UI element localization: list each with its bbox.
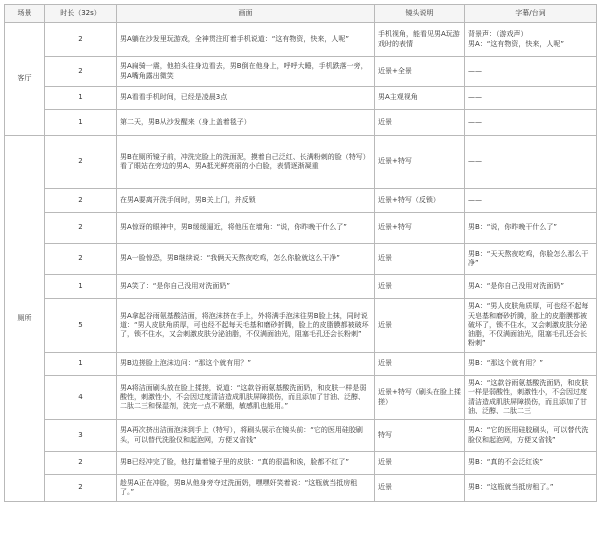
shot-cell: 近景+全景 bbox=[375, 57, 465, 87]
subtitle-cell: —— bbox=[465, 136, 597, 189]
duration-cell: 1 bbox=[45, 275, 117, 299]
shot-cell: 近景 bbox=[375, 353, 465, 376]
table-row bbox=[5, 23, 597, 57]
subtitle-cell: 男B：“这瓶就当抵房租了。” bbox=[465, 475, 597, 502]
duration-cell: 2 bbox=[45, 189, 117, 213]
table-row bbox=[5, 452, 597, 475]
screen-cell: 男B已经冲完了脸，他打量着镜子里的皮肤：“真的很温和诶，脸都不红了” bbox=[117, 452, 375, 475]
shot-cell: 特写 bbox=[375, 420, 465, 452]
table-row bbox=[5, 420, 597, 452]
table-row bbox=[5, 275, 597, 299]
screen-cell: 男B在厕所镜子前，冲洗完脸上的洗面泥，摸着自己泛红、长满粉刺的脸（特写） 看了眼站在旁边的男A、男A抵光鲜亮丽的小白脸，表情逐渐凝重 bbox=[117, 136, 375, 189]
screen-cell: 男B边搓脸上泡沫边问：“那这个就有用？” bbox=[117, 353, 375, 376]
table-row bbox=[5, 299, 597, 353]
screen-cell: 趁男A正在冲脸，男B从他身旁夺过洗面奶，嘿嘿奸笑着说：“这瓶就当抵房租了。” bbox=[117, 475, 375, 502]
subtitle-cell: —— bbox=[465, 87, 597, 110]
scene-cell: 客厅 bbox=[5, 23, 45, 136]
header-duration: 时长（32s） bbox=[45, 5, 117, 23]
duration-cell: 4 bbox=[45, 376, 117, 420]
duration-cell: 2 bbox=[45, 452, 117, 475]
subtitle-cell: 男A：“男人皮肤角质厚，可也经不起每天皂基和磨砂折腾，脸上的皮脂膜都被破坏了，锁不住水，又会刺激皮肤分泌油脂，不仅满面油光，阻塞毛孔还会长粉刺” bbox=[465, 299, 597, 353]
shot-cell: 近景 bbox=[375, 275, 465, 299]
duration-cell: 2 bbox=[45, 244, 117, 275]
table-row bbox=[5, 87, 597, 110]
table-row bbox=[5, 110, 597, 136]
table-row bbox=[5, 189, 597, 213]
table-row bbox=[5, 244, 597, 275]
shot-cell: 近景 bbox=[375, 452, 465, 475]
duration-cell: 2 bbox=[45, 136, 117, 189]
screen-cell: 男A将洁面刷头放在脸上揉搓，说道：“这款谷雨氨基酸洗面奶，和皮肤一样是弱酸性，刺激性小，不会因过度清洁造成肌肤屏障损伤，而且添加了甘油、泛醇、二肽二三和保湿剂，洗完一点不紧绷，敏感肌也能用。” bbox=[117, 376, 375, 420]
shot-cell: 近景+特写（反锁） bbox=[375, 189, 465, 213]
header-subtitle: 字幕/台词 bbox=[465, 5, 597, 23]
storyboard-table bbox=[4, 4, 597, 502]
shot-cell: 近景+特写（刷头在脸上揉搓） bbox=[375, 376, 465, 420]
shot-cell: 近景 bbox=[375, 299, 465, 353]
shot-cell: 近景 bbox=[375, 244, 465, 275]
duration-cell: 3 bbox=[45, 420, 117, 452]
screen-cell: 在男A要离开洗手间时，男B关上门，并反锁 bbox=[117, 189, 375, 213]
table-row bbox=[5, 57, 597, 87]
subtitle-cell: 男A：“这款谷雨氨基酸洗面奶，和皮肤一样是弱酸性，刺激性小，不会因过度清洁造成肌肤屏障损伤，而且添加了甘油、泛醇、二肽二三 bbox=[465, 376, 597, 420]
subtitle-cell: 男B：“真的不会泛红诶” bbox=[465, 452, 597, 475]
shot-cell: 手机视角，能看见男A玩游戏时的表情 bbox=[375, 23, 465, 57]
duration-cell: 1 bbox=[45, 110, 117, 136]
subtitle-cell: —— bbox=[465, 110, 597, 136]
scene-cell: 厕所 bbox=[5, 136, 45, 502]
table-row bbox=[5, 136, 597, 189]
screen-cell: 男A扁骑一震，他拍头往身边看去，男B倒在他身上，呼呼大睡，手机跌落一旁，男A嘴角露出微笑 bbox=[117, 57, 375, 87]
subtitle-cell: 男A：“是你自己没用对洗面奶” bbox=[465, 275, 597, 299]
table-row bbox=[5, 475, 597, 502]
header-shot: 镜头说明 bbox=[375, 5, 465, 23]
screen-cell: 男A惊讶的眼神中，男B缓缓逼近，将他压在墙角：“说，你昨晚干什么了” bbox=[117, 213, 375, 244]
duration-cell: 5 bbox=[45, 299, 117, 353]
subtitle-cell: 男B：“说，你昨晚干什么了” bbox=[465, 213, 597, 244]
shot-cell: 近景 bbox=[375, 110, 465, 136]
shot-cell: 男A主观视角 bbox=[375, 87, 465, 110]
duration-cell: 1 bbox=[45, 87, 117, 110]
header-screen: 画面 bbox=[117, 5, 375, 23]
duration-cell: 2 bbox=[45, 57, 117, 87]
screen-cell: 男A拿起谷雨氨基酸洁面，将泡沫挤在手上，外将满手泡沫往男B脸上抹，同时说道：“男人皮肤角质厚，可也经不起每天毛基和磨砂折腾，脸上的皮脂膜都被破坏了，锁不住水，又会刺激皮肤分泌油脂，不仅满面油光，阻塞毛孔还会长粉刺” bbox=[117, 299, 375, 353]
subtitle-cell: —— bbox=[465, 57, 597, 87]
duration-cell: 2 bbox=[45, 213, 117, 244]
shot-cell: 近景+特写 bbox=[375, 213, 465, 244]
subtitle-cell: 男B：“那这个就有用？” bbox=[465, 353, 597, 376]
screen-cell: 男A看看手机时间，已经是凌晨3点 bbox=[117, 87, 375, 110]
duration-cell: 2 bbox=[45, 23, 117, 57]
subtitle-cell: 男B：“天天熬夜吃鸡，你脸怎么那么干净” bbox=[465, 244, 597, 275]
table-body bbox=[5, 23, 597, 502]
table-row bbox=[5, 353, 597, 376]
screen-cell: 男A躺在沙发里玩游戏，全神贯注盯着手机说道：“这有物资，快来，人呢” bbox=[117, 23, 375, 57]
screen-cell: 男A笑了：“是你自己没用对洗面奶” bbox=[117, 275, 375, 299]
subtitle-cell: 男A：“它的医用硅胶刷头，可以替代洗脸仪和起泡网，方便又省钱” bbox=[465, 420, 597, 452]
screen-cell: 男A再次挤出洁面泡沫到手上（特写），将刷头展示在镜头前：“它的医用硅胶刷头，可以替代洗脸仪和起泡网，方便又省钱” bbox=[117, 420, 375, 452]
screen-cell: 男A一脸惊恐，男B继续说：“我俩天天熬夜吃鸡，怎么你脸就这么干净” bbox=[117, 244, 375, 275]
shot-cell: 近景+特写 bbox=[375, 136, 465, 189]
duration-cell: 1 bbox=[45, 353, 117, 376]
screen-cell: 第二天，男B从沙发醒来（身上盖着毯子） bbox=[117, 110, 375, 136]
duration-cell: 2 bbox=[45, 475, 117, 502]
table-row bbox=[5, 376, 597, 420]
shot-cell: 近景 bbox=[375, 475, 465, 502]
header-scene: 场景 bbox=[5, 5, 45, 23]
subtitle-cell: 背景声：（游戏声） 男A：“这有物资，快来，人呢” bbox=[465, 23, 597, 57]
header-row bbox=[5, 5, 597, 23]
table-row bbox=[5, 213, 597, 244]
subtitle-cell: —— bbox=[465, 189, 597, 213]
